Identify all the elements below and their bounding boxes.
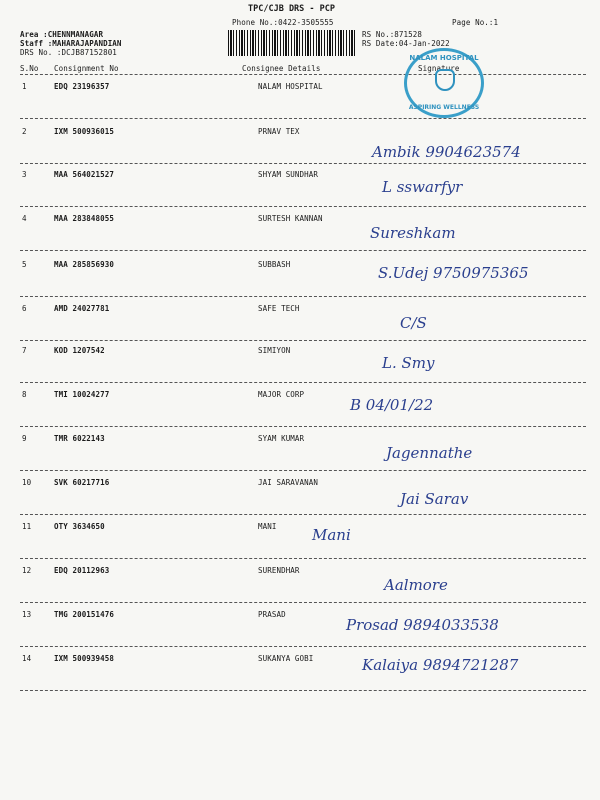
row-divider: [20, 426, 586, 427]
row-consignment-no: TMR 6022143: [54, 434, 105, 443]
row-divider: [20, 470, 586, 471]
row-divider: [20, 646, 586, 647]
row-sno: 2: [22, 127, 27, 136]
row-divider: [20, 296, 586, 297]
table-row: [0, 300, 600, 344]
table-row: [0, 123, 600, 167]
row-consignee: SAFE TECH: [258, 304, 300, 313]
row-divider: [20, 250, 586, 251]
stamp-top-text: NALAM HOSPITAL: [409, 54, 479, 62]
row-signature: Sureshkam: [370, 224, 456, 242]
phone-number: Phone No.:0422-3505555: [232, 18, 334, 27]
row-sno: 3: [22, 170, 27, 179]
row-divider: [20, 340, 586, 341]
row-consignment-no: TMG 200151476: [54, 610, 114, 619]
row-consignment-no: SVK 60217716: [54, 478, 110, 487]
row-signature: Mani: [312, 526, 351, 544]
row-consignment-no: MAA 283848055: [54, 214, 114, 223]
row-consignee: SUBBASH: [258, 260, 291, 269]
row-divider: [20, 163, 586, 164]
row-consignment-no: AMD 24027781: [54, 304, 110, 313]
row-sno: 4: [22, 214, 27, 223]
row-consignment-no: KOD 1207542: [54, 346, 105, 355]
row-consignee: SURTESH KANNAN: [258, 214, 323, 223]
area-field: Area :CHENNMANAGAR: [20, 30, 104, 39]
row-divider: [20, 514, 586, 515]
column-consignee: Consignee Details: [242, 64, 321, 73]
row-consignment-no: IXM 500939458: [54, 654, 114, 663]
row-consignee: PRNAV TEX: [258, 127, 300, 136]
row-consignment-no: IXM 500936015: [54, 127, 114, 136]
row-signature: Jagennathe: [386, 444, 473, 462]
document-title: TPC/CJB DRS - PCP: [248, 4, 335, 14]
row-consignment-no: TMI 10024277: [54, 390, 110, 399]
barcode: [228, 30, 356, 56]
row-consignee: SIMIYON: [258, 346, 291, 355]
row-sno: 14: [22, 654, 32, 663]
stamp-bottom-text: ASPIRING WELLNESS: [408, 104, 480, 111]
rs-number: RS No.:871528: [362, 30, 422, 39]
row-consignee: MAJOR CORP: [258, 390, 305, 399]
row-consignment-no: EDQ 20112963: [54, 566, 110, 575]
row-consignee: MANI: [258, 522, 277, 531]
row-sno: 6: [22, 304, 27, 313]
row-signature: Aalmore: [384, 576, 448, 594]
row-sno: 12: [22, 566, 32, 575]
row-signature: S.Udej 9750975365: [378, 264, 529, 282]
table-row: [0, 518, 600, 562]
table-row: [0, 256, 600, 300]
row-divider: [20, 118, 586, 119]
column-sno: S.No: [20, 64, 39, 73]
table-row: [0, 562, 600, 606]
row-sno: 1: [22, 82, 27, 91]
row-sno: 11: [22, 522, 32, 531]
row-consignment-no: EDQ 23196357: [54, 82, 110, 91]
page-number: Page No.:1: [452, 18, 499, 27]
table-row: [0, 474, 600, 518]
row-sno: 10: [22, 478, 32, 487]
row-consignee: SHYAM SUNDHAR: [258, 170, 318, 179]
row-consignee: SUKANYA GOBI: [258, 654, 314, 663]
row-signature: B 04/01/22: [350, 396, 434, 414]
row-divider: [20, 558, 586, 559]
table-row: [0, 78, 600, 122]
table-row: [0, 430, 600, 474]
row-consignment-no: MAA 564021527: [54, 170, 114, 179]
column-consignment: Consignment No: [54, 64, 119, 73]
row-divider: [20, 690, 586, 691]
row-consignee: NALAM HOSPITAL: [258, 82, 323, 91]
row-sno: 5: [22, 260, 27, 269]
row-consignee: PRASAD: [258, 610, 286, 619]
row-divider: [20, 206, 586, 207]
row-divider: [20, 602, 586, 603]
staff-field: Staff :MAHARAJAPANDIAN: [20, 39, 122, 48]
row-signature: Jai Sarav: [400, 490, 469, 508]
table-row: [0, 386, 600, 430]
header-divider: [20, 74, 586, 75]
row-consignment-no: OTY 3634650: [54, 522, 105, 531]
row-signature: L. Smy: [382, 354, 435, 372]
row-sno: 8: [22, 390, 27, 399]
row-sno: 9: [22, 434, 27, 443]
row-signature: C/S: [400, 314, 427, 332]
row-signature: L sswarfyr: [382, 178, 463, 196]
row-consignment-no: MAA 285856930: [54, 260, 114, 269]
row-consignee: JAI SARAVANAN: [258, 478, 318, 487]
table-row: [0, 606, 600, 650]
table-row: [0, 210, 600, 254]
row-divider: [20, 382, 586, 383]
row-sno: 13: [22, 610, 32, 619]
drs-number: DRS No. :DCJB87152801: [20, 48, 117, 57]
row-signature: Prosad 9894033538: [346, 616, 499, 634]
table-row: [0, 650, 600, 694]
column-signature: Signature: [418, 64, 460, 73]
row-consignee: SYAM KUMAR: [258, 434, 305, 443]
table-row: [0, 166, 600, 210]
rs-date: RS Date:04-Jan-2022: [362, 39, 450, 48]
row-consignee: SURENDHAR: [258, 566, 300, 575]
table-row: [0, 342, 600, 386]
row-signature: Ambik 9904623574: [372, 143, 521, 161]
row-sno: 7: [22, 346, 27, 355]
row-signature: Kalaiya 9894721287: [362, 656, 519, 674]
